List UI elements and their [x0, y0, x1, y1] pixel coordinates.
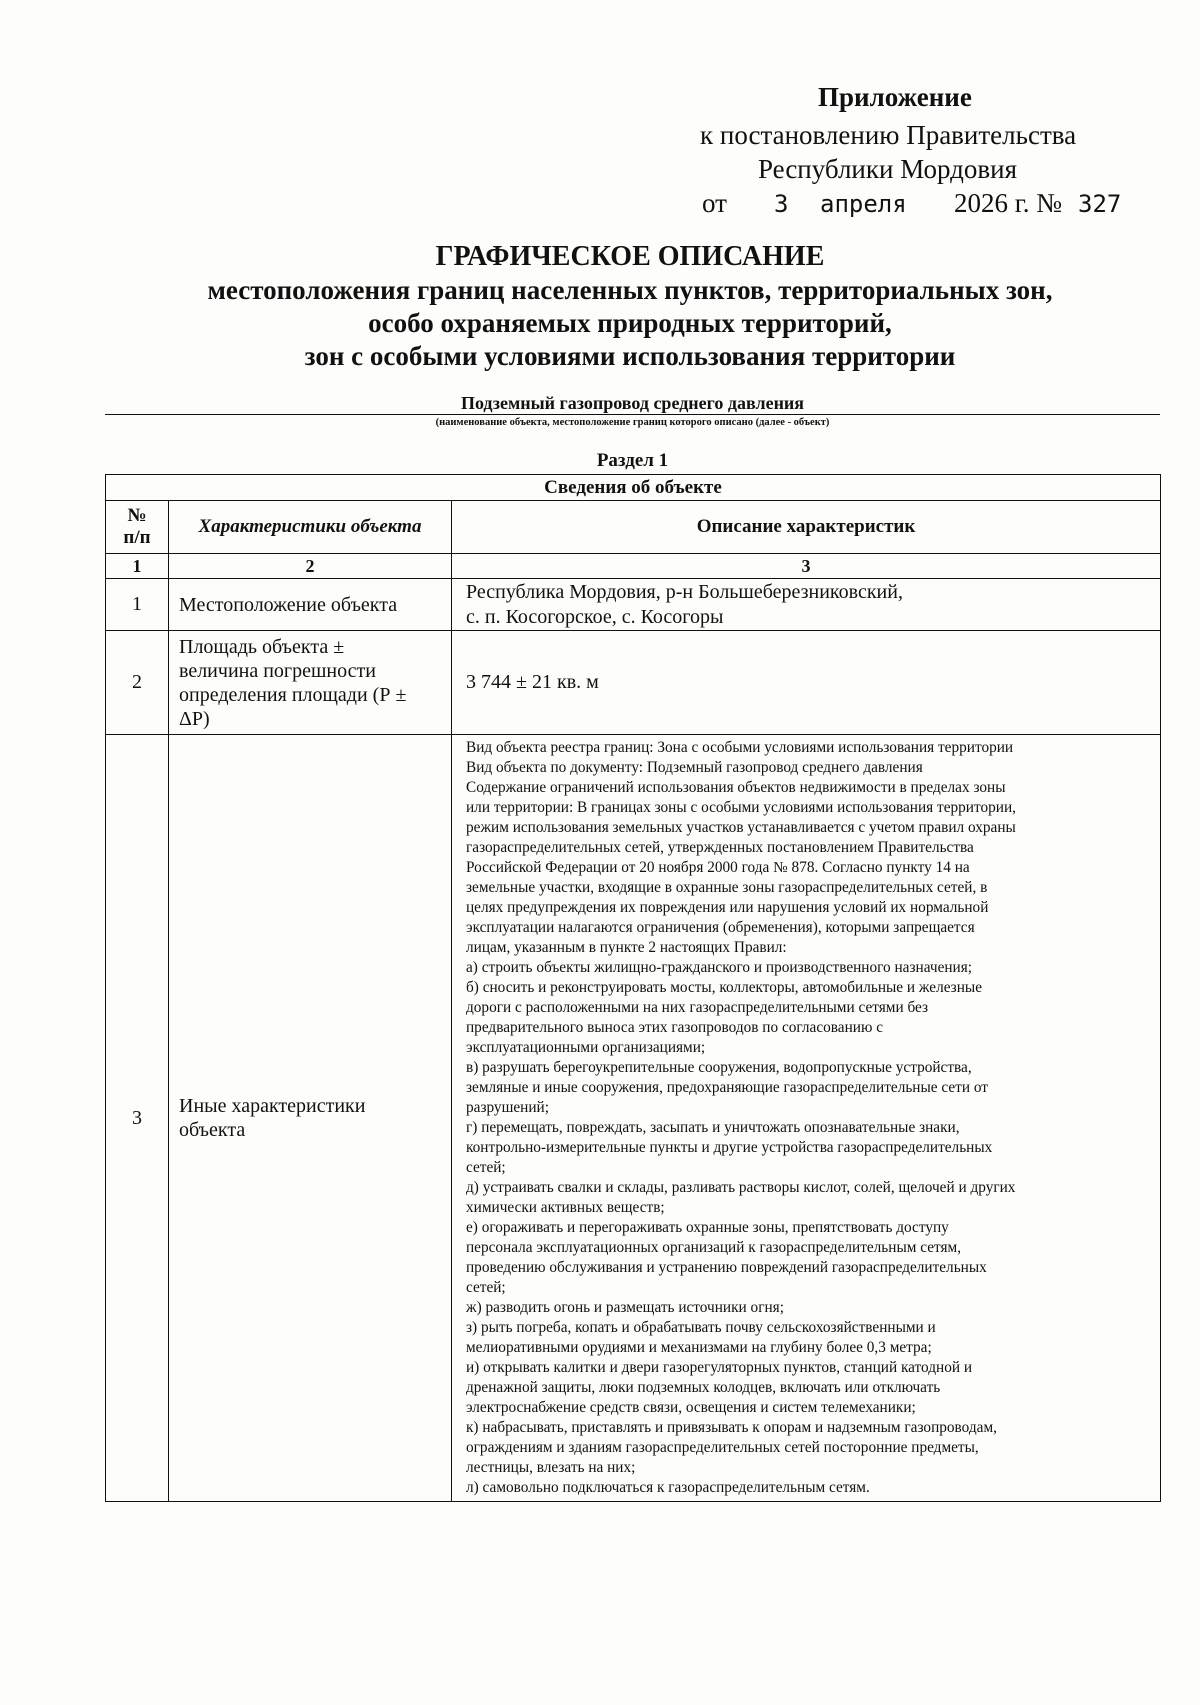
date-year: 2026 г. №	[954, 188, 1063, 218]
object-info-table	[105, 474, 1161, 1502]
subtitle-line: особо охраняемых природных территорий,	[368, 308, 892, 338]
header-characteristics: Характеристики объекта	[169, 501, 452, 554]
column-header-row	[106, 501, 1161, 554]
column-number: 2	[169, 554, 452, 579]
appendix-line-1: к постановлению Правительства	[700, 120, 1077, 150]
row-label: Площадь объекта ± величина погрешности определения площади (Р ± ΔР)	[169, 631, 452, 735]
title-block	[100, 240, 1160, 373]
document-title: ГРАФИЧЕСКОЕ ОПИСАНИЕ	[435, 241, 825, 272]
header-number-sign: №	[127, 505, 147, 526]
table-row	[106, 631, 1161, 735]
header-description: Описание характеристик	[452, 501, 1161, 554]
row-value: Республика Мордовия, р-н Большеберезниковский, с. п. Косогорское, с. Косогоры	[452, 579, 1161, 631]
table-row	[106, 735, 1161, 1502]
row-value: 3 744 ± 21 кв. м	[452, 631, 1161, 735]
row-number: 1	[106, 579, 169, 631]
appendix-title: Приложение	[818, 82, 972, 112]
date-month: апреля	[820, 190, 907, 218]
header-number-label: п/п	[123, 527, 151, 548]
row-number: 3	[106, 735, 169, 1502]
table-title-row	[106, 475, 1161, 501]
row-value: Вид объекта реестра границ: Зона с особыми условиями использования территории Вид объекта по документу: Подземный газопровод среднего давления Содержание ограничений использования объектов недвижимости в пределах зоны или территории: В границах зоны с особыми условиями использования территории, режим использования земельных участков устанавливается с учетом правил охраны газораспределительных сетей, утвержденных постановлением Правительства Российской Федерации от 20 ноября 2000 года № 878. Согласно пункту 14 на земельные участки, входящие в охранные зоны газораспределительных сетей, в целях предупреждения их повреждения или нарушения условий их нормальной эксплуатации налагаются ограничения (обременения), которыми запрещается лицам, указанным в пункте 2 настоящих Правил: а) строить объекты жилищно-гражданского и производственного назначения; б) сносить и реконструировать мосты, коллекторы, автомобильные и железные дороги с расположенными на них газораспределительными сетями без предварительного выноса этих газопроводов по согласованию с эксплуатационными организациями; в) разрушать берегоукрепительные сооружения, водопропускные устройства, земляные и иные сооружения, предохраняющие газораспределительные сети от разрушений; г) перемещать, повреждать, засыпать и уничтожать опознавательные знаки, контрольно-измерительные пункты и другие устройства газораспределительных сетей; д) устраивать свалки и склады, разливать растворы кислот, солей, щелочей и других химически активных веществ; е) огораживать и перегораживать охранные зоны, препятствовать доступу персонала эксплуатационных организаций к газораспределительным сетям, проведению обслуживания и устранению повреждений газораспределительных сетей; ж) разводить огонь и размещать источники огня; з) рыть погреба, копать и обрабатывать почву сельскохозяйственными и мелиоративными орудиями и механизмами на глубину более 0,3 метра; и) открывать калитки и двери газорегуляторных пунктов, станций катодной и дренажной защиты, люки подземных колодцев, включать или отключать электроснабжение средств связи, освещения и систем телемеханики; к) набрасывать, приставлять и привязывать к опорам и надземным газопроводам, ограждениям и зданиям газораспределительных сетей посторонние предметы, лестницы, влезать на них; л) самовольно подключаться к газораспределительным сетям.	[452, 735, 1161, 1502]
header-number	[106, 501, 169, 554]
document-number: 327	[1078, 190, 1122, 218]
date-prefix: от	[702, 188, 727, 218]
row-label: Иные характеристики объекта	[169, 735, 452, 1502]
column-number: 3	[452, 554, 1161, 579]
table-row	[106, 579, 1161, 631]
object-name: Подземный газопровод среднего давления	[460, 393, 805, 413]
section-title: Раздел 1	[596, 450, 669, 471]
appendix-line-2: Республики Мордовия	[758, 154, 1018, 184]
column-number-row	[106, 554, 1161, 579]
appendix-date-line	[702, 188, 1162, 220]
object-underline	[105, 414, 1160, 415]
object-caption: (наименование объекта, местоположение границ которого описано (далее - объект)	[435, 417, 830, 428]
row-label: Местоположение объекта	[169, 579, 452, 631]
subtitle-line: зон с особыми условиями использования территории	[304, 341, 956, 371]
subtitle-line: местоположения границ населенных пунктов, территориальных зон,	[207, 275, 1053, 305]
column-number: 1	[106, 554, 169, 579]
date-day: 3	[774, 190, 789, 218]
row-number: 2	[106, 631, 169, 735]
table-title: Сведения об объекте	[106, 475, 1161, 501]
